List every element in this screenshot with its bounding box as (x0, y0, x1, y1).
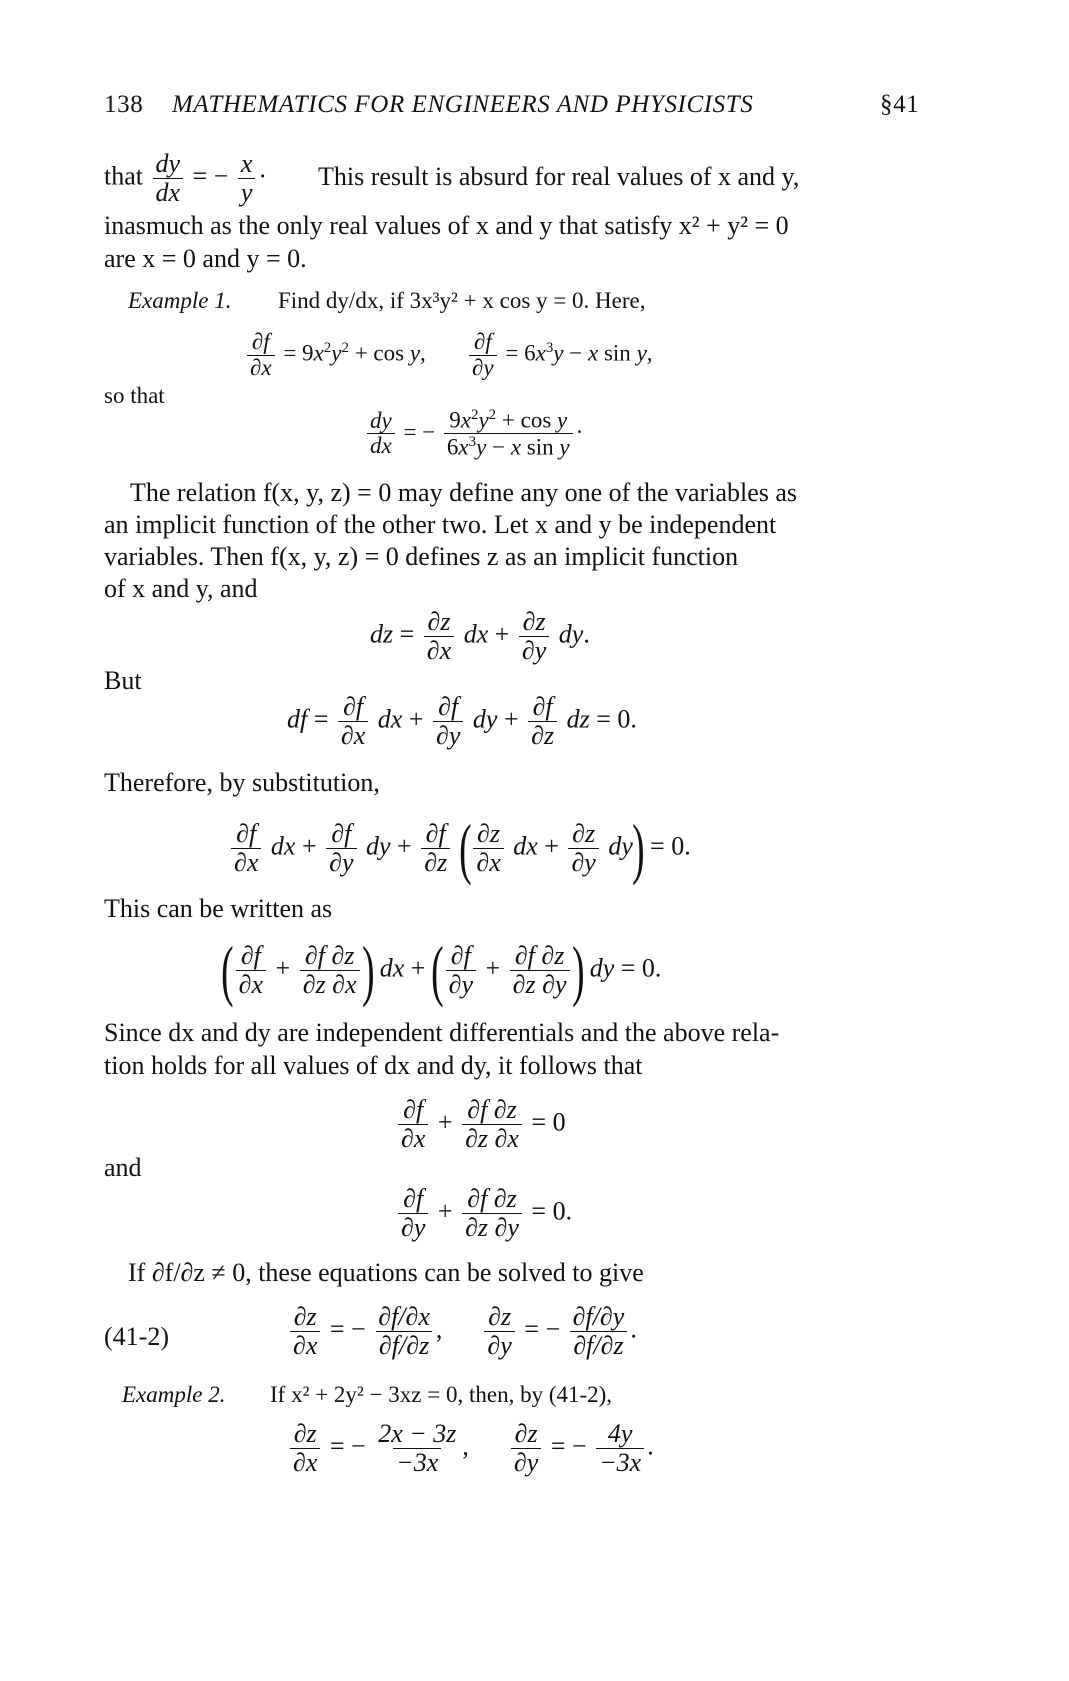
equation-partials-ex1: $\frac{\partial f}{\partial x}$ = $9x^2y^2 + \cos y$, $\frac{\partial f}{\partial y}$ = $6x^3y - x$ sin y, (244, 330, 653, 381)
equation-dy-dx: that $\frac{dy}{dx}$ = − $\frac{x}{y}$ · (104, 149, 268, 208)
equation-example-2: $\frac{\partial z}{\partial x}$ = − $\frac{2x - 3z}{-3x}$ , $\frac{\partial z}{\partial y}$ = − $\frac{4y}{-3x}$ . (287, 1420, 654, 1477)
page-number: 138 (104, 91, 144, 118)
section-number: §41 (880, 91, 920, 118)
paragraph-line: The relation f(x, y, z) = 0 may define any one of the variables as (130, 478, 798, 507)
word-but: But (104, 666, 142, 695)
running-title: MATHEMATICS FOR ENGINEERS AND PHYSICISTS (172, 91, 754, 118)
intro-line-2: inasmuch as the only real values of x and y that satisfy x² + y² = 0 (104, 211, 789, 240)
intro-line-3: are x = 0 and y = 0. (104, 244, 307, 273)
paragraph-line: of x and y, and (104, 574, 258, 603)
equation-grouped: ( $\frac{\partial f}{\partial x}$ + $\frac{\partial f \partial z}{\partial z \partial x}$ ) dx + ( $\frac{\partial f}{\partial y}$ + $\frac{\partial f \partial z}{\partial z \partial y}$ ) dy = 0. (221, 932, 662, 1008)
paragraph-line: variables. Then f(x, y, z) = 0 defines z as an implicit function (104, 542, 739, 571)
equation-df: df = $\frac{\partial f}{\partial x}$ dx + $\frac{\partial f}{\partial y}$ dy + $\frac{\partial f}{\partial z}$ dz = 0. (287, 692, 637, 751)
written-text: This can be written as (104, 894, 333, 923)
paragraph-line: an implicit function of the other two. Let x and y be independent (104, 510, 777, 539)
example-1-text: Find dy/dx, if 3x³y² + x cos y = 0. Here, (278, 288, 646, 313)
example-2-label: Example 2. (122, 1382, 226, 1407)
so-that: so that (104, 383, 165, 408)
equation-dy-dx-result: $\frac{dy}{dx}$ = − $\frac{9x^2y^2 + \cos y}{6x^3y - x \sin y}$ · (364, 407, 583, 461)
therefore-text: Therefore, by substitution, (104, 768, 380, 797)
since-line-1: Since dx and dy are independent differentials and the above rela- (104, 1018, 780, 1047)
equation-cond-y: $\frac{\partial f}{\partial y}$ + $\frac{\partial f \partial z}{\partial z \partial y}$ = 0. (395, 1185, 572, 1242)
equation-cond-x: $\frac{\partial f}{\partial x}$ + $\frac{\partial f \partial z}{\partial z \partial x}$ = 0 (395, 1096, 566, 1153)
word-and: and (104, 1153, 142, 1182)
intro-absurd: This result is absurd for real values of x and y, (318, 162, 800, 191)
equation-substitution: $\frac{\partial f}{\partial x}$ dx + $\frac{\partial f}{\partial y}$ dy + $\frac{\partial f}{\partial z}$ ( $\frac{\partial z}{\partial x}$ dx + $\frac{\partial z}{\partial y}$ dy) = 0. (228, 818, 691, 879)
since-line-2: tion holds for all values of dx and dy, it follows that (104, 1051, 643, 1080)
example-2-text: If x² + 2y² − 3xz = 0, then, by (41-2), (270, 1382, 613, 1407)
example-1-label: Example 1. (128, 288, 232, 313)
equation-dz: dz = $\frac{\partial z}{\partial x}$ dx + $\frac{\partial z}{\partial y}$ dy. (370, 607, 590, 666)
equation-number: (41-2) (104, 1322, 169, 1351)
equation-41-2: $\frac{\partial z}{\partial x}$ = − $\frac{\partial f/\partial x}{\partial f/\partial z}$ , $\frac{\partial z}{\partial y}$ = − $\frac{\partial f/\partial y}{\partial f/\partial z}$ . (287, 1303, 637, 1360)
if-partial-text: If ∂f/∂z ≠ 0, these equations can be solved to give (128, 1258, 644, 1287)
